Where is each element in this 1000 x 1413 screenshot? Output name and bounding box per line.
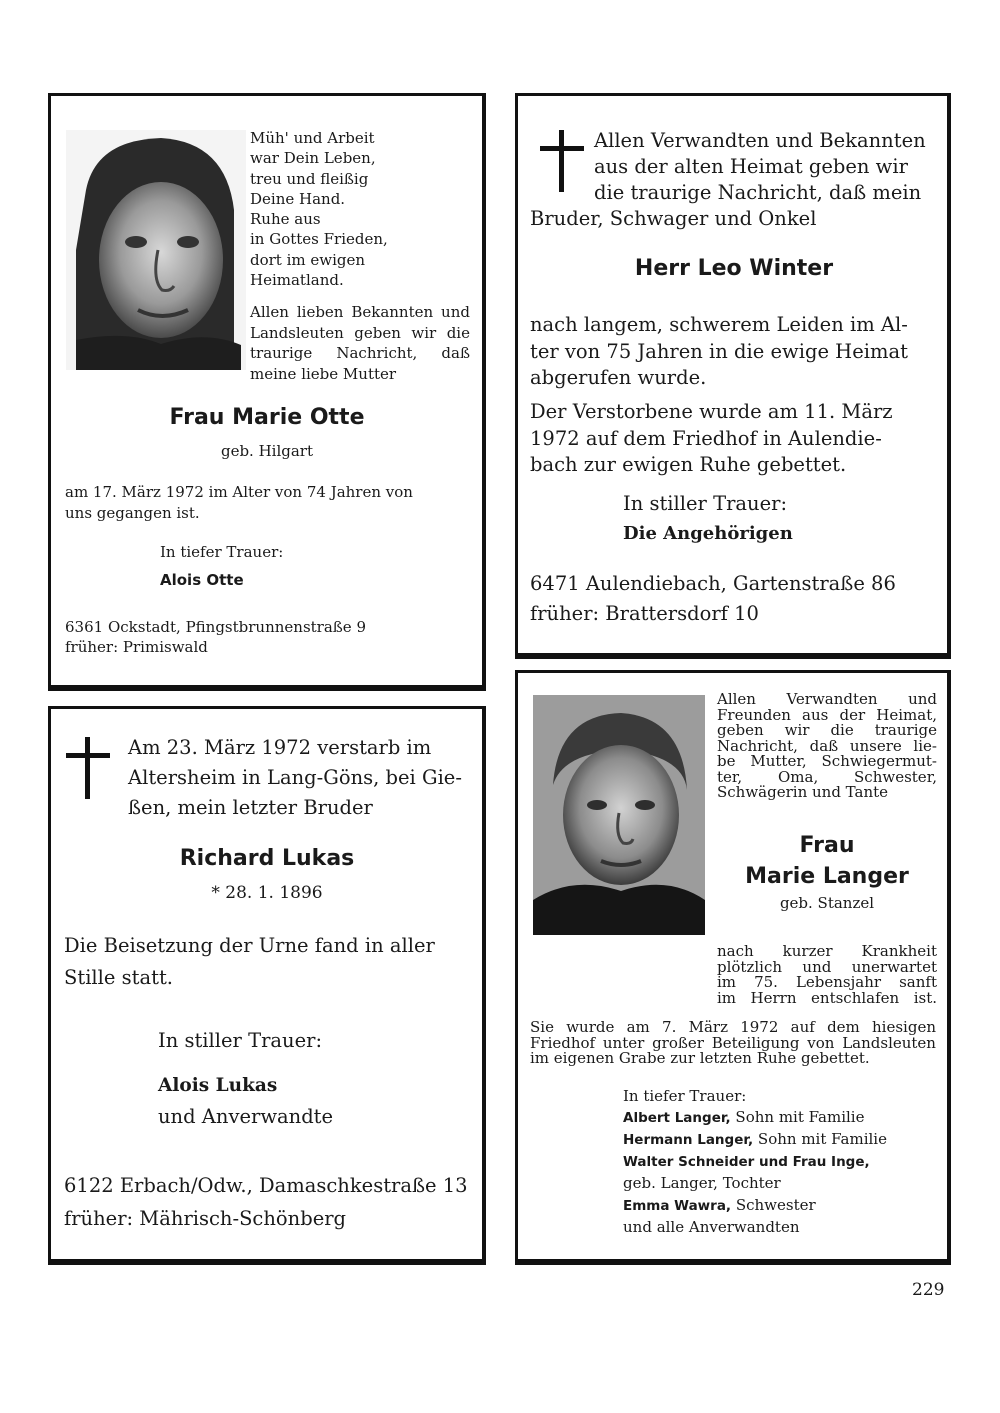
word: die bbox=[830, 721, 854, 739]
word: plötzlich bbox=[717, 957, 783, 976]
mourning-label: In stiller Trauer: bbox=[158, 1029, 323, 1052]
word: Sie bbox=[530, 1018, 554, 1036]
mourners-list bbox=[623, 1086, 923, 1239]
address-line: früher: Primiswald bbox=[65, 638, 208, 656]
address bbox=[64, 1169, 470, 1235]
word: geben bbox=[354, 323, 401, 342]
deceased-name bbox=[717, 830, 937, 892]
mourner-relation: geb. Langer, Tochter bbox=[623, 1174, 781, 1192]
mourner-name: Alois Otte bbox=[160, 571, 244, 589]
address bbox=[65, 617, 395, 657]
page-number: 229 bbox=[912, 1280, 945, 1300]
word: Verwandten bbox=[786, 690, 878, 708]
text-line: im eigenen Grabe zur letzten Ruhe gebettet. bbox=[530, 1049, 870, 1067]
mourner-relation: Sohn mit Familie bbox=[730, 1108, 865, 1126]
address-line: 6471 Aulendiebach, Gartenstraße 86 bbox=[530, 572, 896, 595]
deceased-name: Frau Marie Otte bbox=[169, 405, 365, 430]
word: im bbox=[717, 973, 737, 991]
word: der bbox=[839, 705, 866, 724]
word: nach bbox=[717, 942, 754, 960]
text-line: abgerufen wurde. bbox=[530, 366, 707, 389]
text-line: Am 23. März 1972 verstarb im bbox=[128, 736, 432, 759]
word: traurige bbox=[250, 344, 313, 362]
word: Nachricht, bbox=[717, 736, 798, 755]
text-line: uns gegangen ist. bbox=[65, 503, 200, 522]
word: 7. bbox=[662, 1018, 677, 1036]
word: ter, bbox=[717, 767, 743, 786]
mourner-suffix: und Anverwandte bbox=[158, 1105, 334, 1128]
word: wurde bbox=[566, 1018, 615, 1036]
word: von bbox=[807, 1033, 835, 1052]
list-item bbox=[623, 1129, 923, 1151]
mourner-name: Walter Schneider und Frau Inge, bbox=[623, 1154, 870, 1170]
poem-line: Deine Hand. bbox=[250, 189, 346, 208]
text-line: bach zur ewigen Ruhe gebettet. bbox=[530, 453, 847, 476]
text-line bbox=[250, 302, 470, 323]
text-line: Stille statt. bbox=[64, 966, 173, 989]
title-line: Frau bbox=[799, 833, 855, 858]
address-line: 6122 Erbach/Odw., Damaschkestraße 13 bbox=[64, 1174, 468, 1197]
burial-text bbox=[64, 930, 470, 994]
birth-name: geb. Stanzel bbox=[779, 894, 875, 912]
poem-line: Ruhe aus bbox=[250, 210, 321, 229]
text-line: aus der alten Heimat geben wir bbox=[594, 155, 908, 178]
mourner-name: Emma Wawra, bbox=[623, 1198, 732, 1214]
text-line: ßen, mein letzter Bruder bbox=[128, 796, 373, 819]
list-item bbox=[623, 1173, 923, 1195]
word: wir bbox=[784, 721, 810, 739]
portrait-photo-langer bbox=[533, 695, 705, 935]
word: unter bbox=[602, 1033, 645, 1052]
word: auf bbox=[790, 1018, 815, 1036]
word: Allen bbox=[250, 303, 289, 321]
word: großer bbox=[652, 1033, 704, 1052]
death-text bbox=[65, 482, 471, 523]
list-item bbox=[623, 1195, 923, 1217]
mourner-relation: Schwester bbox=[731, 1196, 816, 1214]
birth-name: geb. Hilgart bbox=[220, 442, 314, 460]
word: Heimat, bbox=[876, 705, 937, 724]
announcement-text bbox=[64, 733, 470, 823]
word: Lebensjahr bbox=[795, 973, 882, 991]
word: Landsleuten bbox=[250, 323, 344, 342]
title-line: Marie Langer bbox=[745, 864, 909, 889]
poem-line: war Dein Leben, bbox=[250, 149, 376, 168]
word: Beteiligung bbox=[711, 1033, 800, 1052]
text-line: die traurige Nachricht, daß mein bbox=[594, 181, 922, 204]
word: lie- bbox=[913, 736, 937, 755]
word: geben bbox=[717, 721, 764, 739]
word: Oma, bbox=[778, 767, 819, 786]
word: kurzer bbox=[782, 942, 833, 960]
list-item bbox=[623, 1151, 923, 1173]
word: traurige bbox=[874, 721, 937, 739]
word: daß bbox=[441, 344, 470, 362]
word: am bbox=[626, 1018, 650, 1036]
word: unsere bbox=[849, 736, 902, 755]
text-line bbox=[717, 988, 937, 1007]
mourner-name: Albert Langer, bbox=[623, 1110, 731, 1126]
text-line: Bruder, Schwager und Onkel bbox=[530, 207, 817, 230]
deceased-name: Richard Lukas bbox=[179, 846, 355, 871]
word: dem bbox=[827, 1018, 860, 1036]
word: lieben bbox=[296, 303, 344, 321]
mourner-relation: und alle Anverwandten bbox=[623, 1218, 800, 1236]
word: be bbox=[717, 752, 736, 770]
text-line: Allen Verwandten und Bekannten bbox=[594, 129, 926, 152]
word: und bbox=[441, 303, 470, 321]
word: Allen bbox=[717, 690, 756, 708]
word: entschlafen bbox=[811, 988, 900, 1007]
word: Nachricht, bbox=[336, 344, 418, 362]
text-line: Altersheim in Lang-Göns, bei Gie- bbox=[128, 766, 462, 789]
announcement-text bbox=[530, 128, 938, 232]
word: und bbox=[908, 690, 937, 708]
text-line: Schwägerin und Tante bbox=[717, 783, 889, 801]
word: daß bbox=[809, 736, 839, 755]
word: März bbox=[688, 1018, 728, 1036]
word: Schwiegermut- bbox=[821, 752, 937, 770]
poem-line: Heimatland. bbox=[250, 271, 344, 290]
text-line: nach langem, schwerem Leiden im Al- bbox=[530, 313, 908, 336]
word: Bekannten bbox=[351, 303, 434, 321]
address bbox=[530, 569, 908, 629]
word: und bbox=[802, 957, 832, 976]
word: Krankheit bbox=[861, 942, 937, 960]
word: 1972 bbox=[740, 1018, 779, 1036]
word: 75. bbox=[754, 973, 778, 991]
poem bbox=[250, 128, 388, 290]
text-line bbox=[250, 343, 470, 364]
word: hiesigen bbox=[872, 1018, 936, 1036]
mourning-label: In stiller Trauer: bbox=[623, 492, 788, 515]
portrait-photo-otte bbox=[66, 130, 246, 370]
mourner-relation: Sohn mit Familie bbox=[753, 1130, 887, 1148]
burial-text bbox=[530, 399, 938, 479]
word: Landsleuten bbox=[842, 1033, 936, 1052]
mourner-name: Alois Lukas bbox=[158, 1075, 278, 1096]
text-line: meine liebe Mutter bbox=[250, 364, 397, 383]
word: Herrn bbox=[750, 988, 797, 1007]
poem-line: Müh' und Arbeit bbox=[250, 129, 375, 147]
death-text bbox=[717, 944, 937, 1006]
word: Friedhof bbox=[530, 1033, 596, 1052]
word: ist. bbox=[913, 988, 937, 1007]
mourner-name: Hermann Langer, bbox=[623, 1132, 754, 1148]
mourner-name: Die Angehörigen bbox=[623, 523, 793, 544]
text-line: 1972 auf dem Friedhof in Aulendie- bbox=[530, 426, 882, 450]
address-line: früher: Brattersdorf 10 bbox=[530, 602, 759, 625]
announcement-text bbox=[717, 692, 937, 801]
mourning-label: In tiefer Trauer: bbox=[623, 1087, 747, 1105]
deceased-name: Herr Leo Winter bbox=[634, 256, 834, 281]
text-line: Der Verstorbene wurde am 11. März bbox=[530, 400, 893, 423]
text-line: ter von 75 Jahren in die ewige Heimat bbox=[530, 339, 908, 363]
word: Mutter, bbox=[750, 752, 807, 770]
word: die bbox=[446, 323, 470, 342]
word: sanft bbox=[899, 973, 937, 991]
address-line: früher: Mährisch-Schönberg bbox=[64, 1207, 347, 1230]
mourning-label: In tiefer Trauer: bbox=[160, 543, 284, 561]
word: Schwester, bbox=[854, 767, 937, 786]
word: im bbox=[717, 988, 737, 1007]
word: aus bbox=[802, 705, 829, 724]
death-text bbox=[530, 312, 938, 392]
word: unerwartet bbox=[851, 957, 937, 976]
burial-text bbox=[530, 1020, 936, 1067]
word: Freunden bbox=[717, 705, 791, 724]
list-item bbox=[623, 1217, 923, 1239]
announcement-text bbox=[250, 302, 470, 384]
birth-date: * 28. 1. 1896 bbox=[211, 883, 323, 903]
poem-line: dort im ewigen bbox=[250, 250, 366, 269]
text-line: Die Beisetzung der Urne fand in aller bbox=[64, 934, 435, 957]
text-line: am 17. März 1972 im Alter von 74 Jahren von bbox=[65, 483, 413, 501]
poem-line: in Gottes Frieden, bbox=[250, 230, 388, 249]
address-line: 6361 Ockstadt, Pfingstbrunnenstraße 9 bbox=[65, 618, 366, 636]
word: wir bbox=[411, 323, 437, 342]
list-item bbox=[623, 1107, 923, 1129]
poem-line: treu und fleißig bbox=[250, 169, 369, 188]
text-line bbox=[250, 323, 470, 344]
